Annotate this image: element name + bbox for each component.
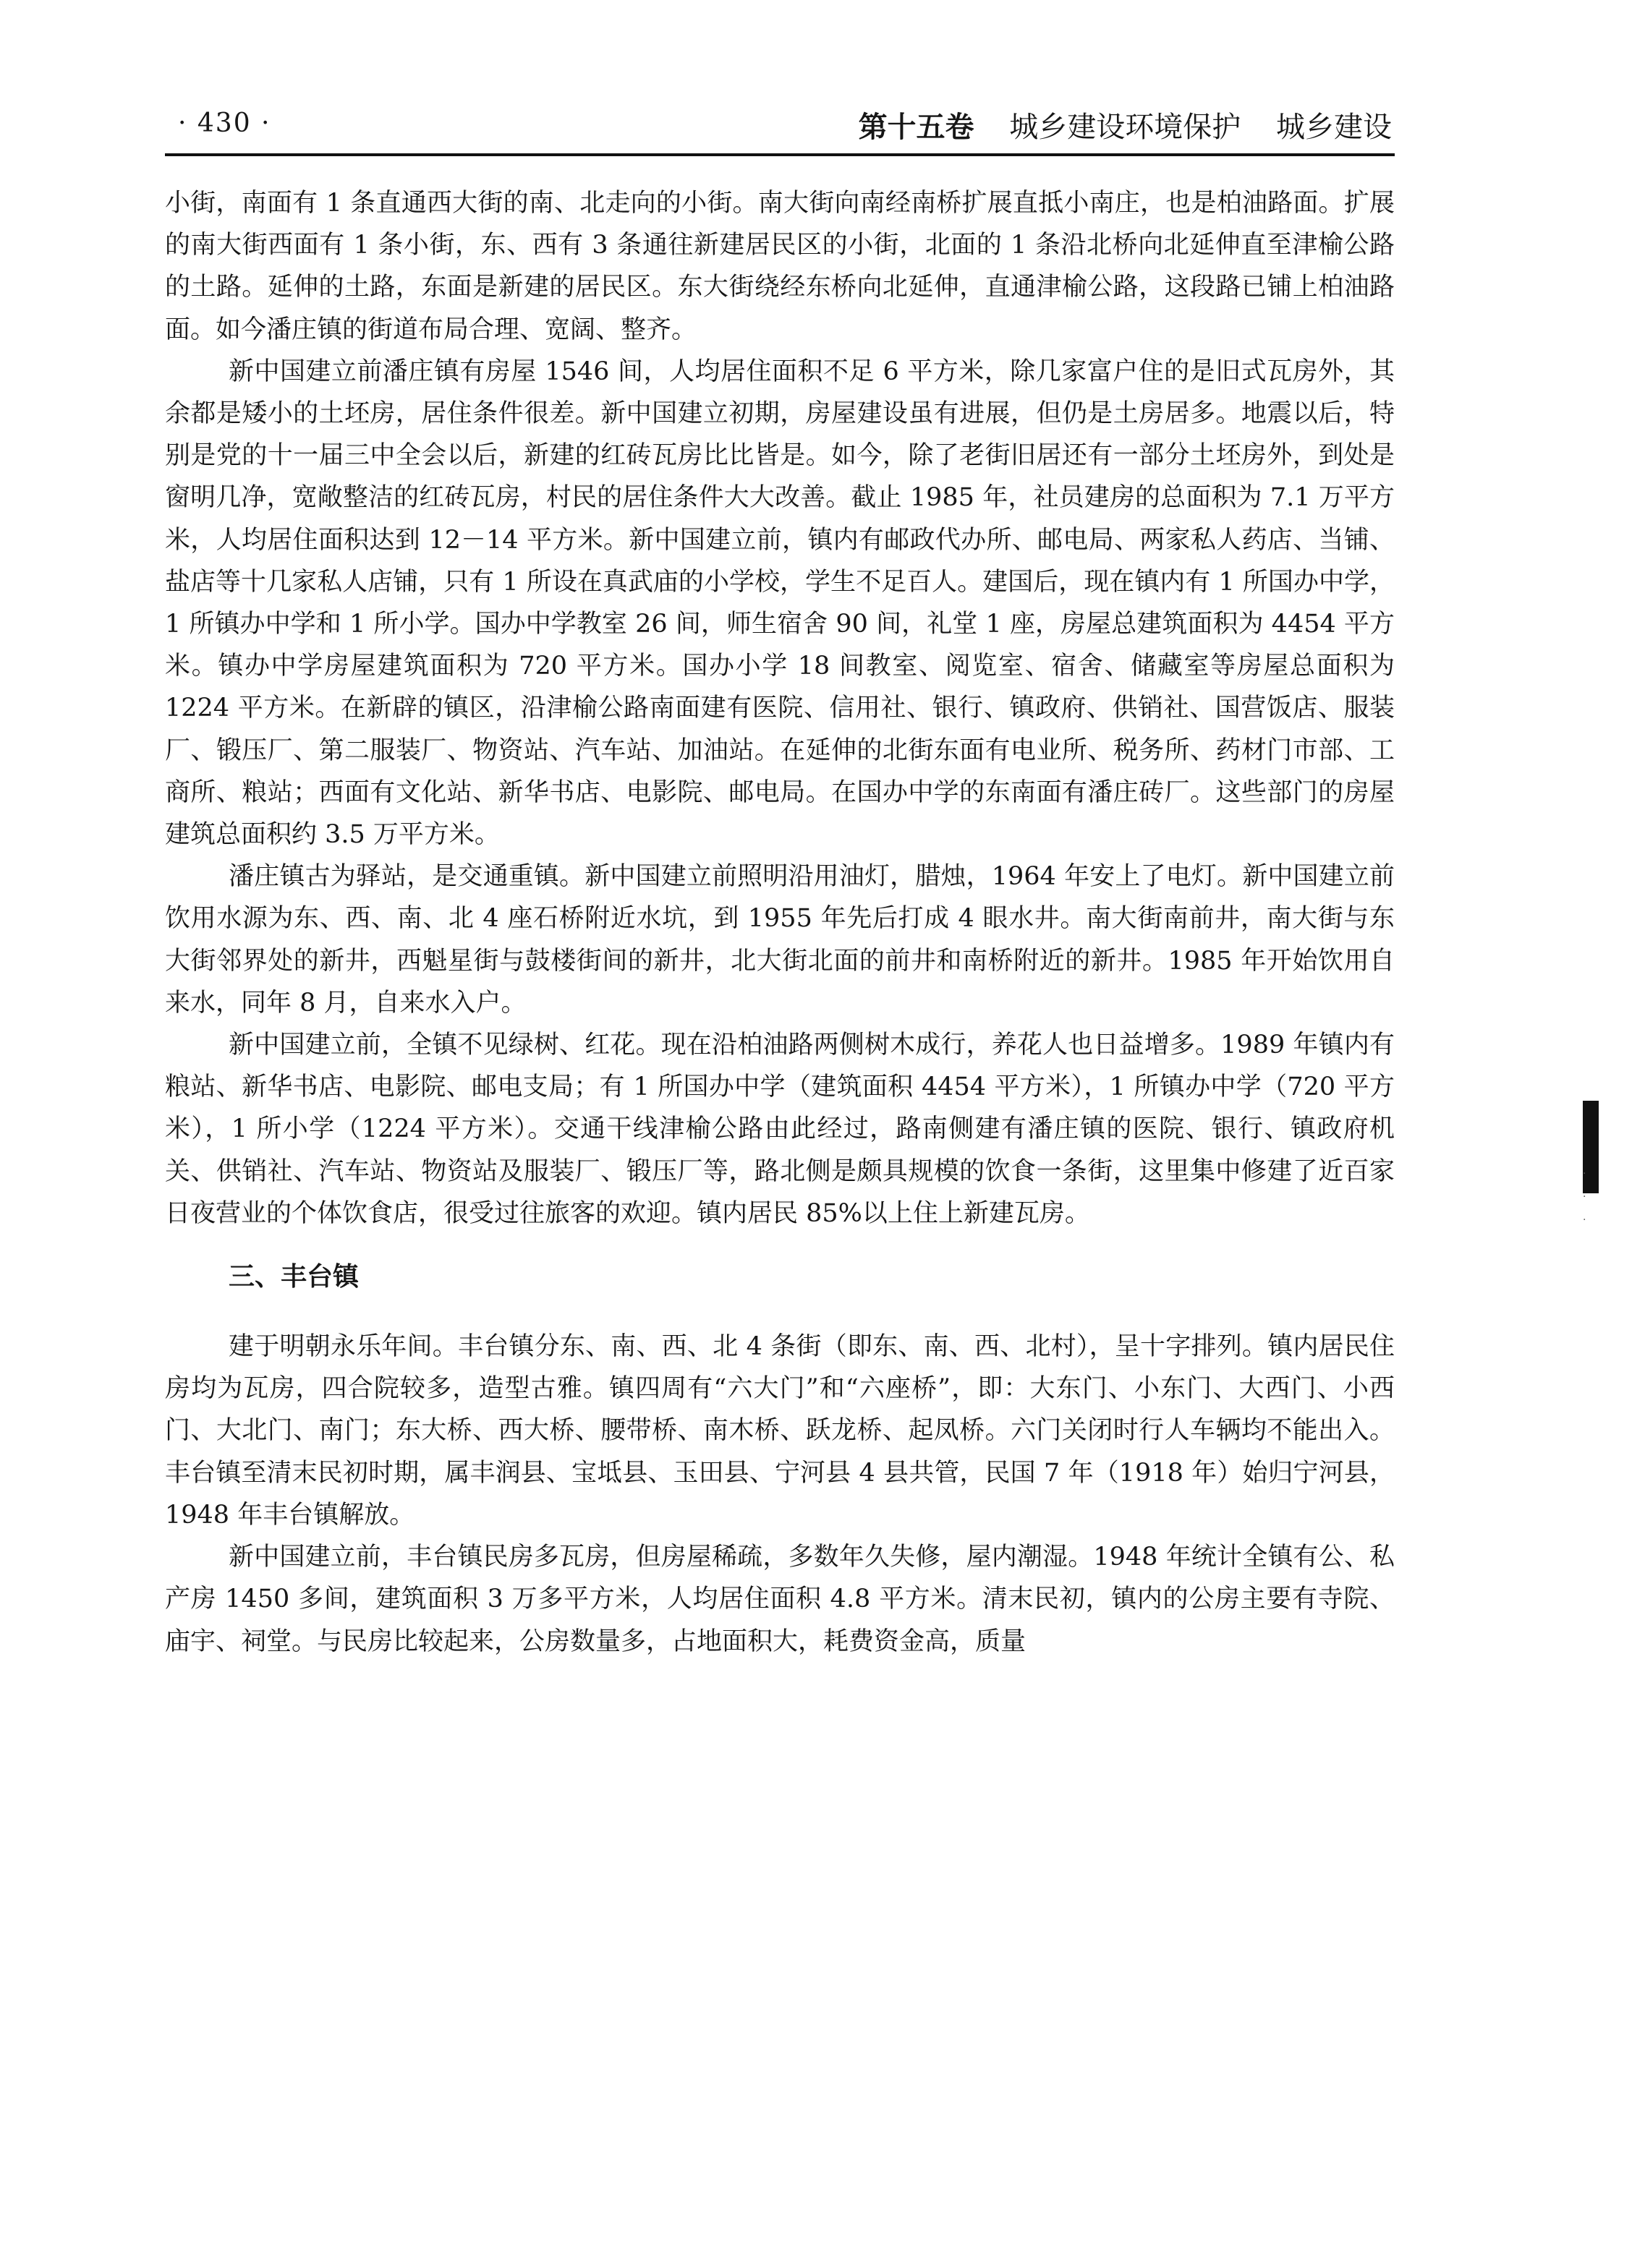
- paragraph: 新中国建立前，全镇不见绿树、红花。现在沿柏油路两侧树木成行，养花人也日益增多。1989 年镇内有粮站、新华书店、电影院、邮电支局；有 1 所国办中学（建筑面积 4454 平方米），1 所镇办中学（720 平方米），1 所小学（1224 平方米）。交通干线津榆公路由此经过，路南侧建有潘庄镇的医院、银行、镇政府机关、供销社、汽车站、物资站及服装厂、锻压厂等，路北侧是颇具规模的饮食一条街，这里集中修建了近百家日夜营业的个体饮食店，很受过往旅客的欢迎。镇内居民 85%以上住上新建瓦房。: [165, 1031, 1395, 1228]
- paragraph: 建于明朝永乐年间。丰台镇分东、南、西、北 4 条街（即东、南、西、北村），呈十字排列。镇内居民住房均为瓦房，四合院较多，造型古雅。镇四周有“六大门”和“六座桥”，即：大东门、小东门、大西门、小西门、大北门、南门；东大桥、西大桥、腰带桥、南木桥、跃龙桥、起凤桥。六门关闭时行人车辆均不能出入。丰台镇至清末民初时期，属丰润县、宝坻县、玉田县、宁河县 4 县共管，民国 7 年（1918 年）始归宁河县，1948 年丰台镇解放。: [165, 1332, 1395, 1530]
- section-label: 城乡建设环境保护: [1009, 111, 1241, 144]
- paragraph: 小街，南面有 1 条直通西大街的南、北走向的小街。南大街向南经南桥扩展直抵小南庄，也是柏油路面。扩展的南大街西面有 1 条小街，东、西有 3 条通往新建居民区的小街，北面的 1 条沿北桥向北延伸直至津榆公路的土路。延伸的土路，东面是新建的居民区。东大街绕经东桥向北延伸，直通津榆公路，这段路已铺上柏油路面。如今潘庄镇的街道布局合理、宽阔、整齐。: [165, 189, 1395, 344]
- header-rule: [165, 153, 1395, 156]
- body-text: [165, 182, 1395, 1663]
- chapter-label: 城乡建设: [1276, 111, 1392, 144]
- header-title: [859, 104, 1392, 145]
- section-heading: 三、丰台镇: [229, 1262, 360, 1292]
- running-header: [165, 100, 1392, 146]
- page-number: · 430 ·: [178, 108, 271, 138]
- paragraph: 潘庄镇古为驿站，是交通重镇。新中国建立前照明沿用油灯，腊烛，1964 年安上了电灯。新中国建立前饮用水源为东、西、南、北 4 座石桥附近水坑，到 1955 年先后打成 4 眼水井。南大街南前井，南大街与东大街邻界处的新井，西魁星街与鼓楼街间的新井，北大街北面的前井和南桥附近的新井。1985 年开始饮用自来水，同年 8 月，自来水入户。: [165, 862, 1395, 1018]
- paragraph: 新中国建立前潘庄镇有房屋 1546 间，人均居住面积不足 6 平方米，除几家富户住的是旧式瓦房外，其余都是矮小的土坯房，居住条件很差。新中国建立初期，房屋建设虽有进展，但仍是土房居多。地震以后，特别是党的十一届三中全会以后，新建的红砖瓦房比比皆是。如今，除了老街旧居还有一部分土坯房外，到处是窗明几净，宽敞整洁的红砖瓦房，村民的居住条件大大改善。截止 1985 年，社员建房的总面积为 7.1 万平方米，人均居住面积达到 12－14 平方米。新中国建立前，镇内有邮政代办所、邮电局、两家私人药店、当铺、盐店等十几家私人店铺，只有 1 所设在真武庙的小学校，学生不足百人。建国后，现在镇内有 1 所国办中学，1 所镇办中学和 1 所小学。国办中学教室 26 间，师生宿舍 90 间，礼堂 1 座，房屋总建筑面积为 4454 平方米。镇办中学房屋建筑面积为 720 平方米。国办小学 18 间教室、阅览室、宿舍、储藏室等房屋总面积为 1224 平方米。在新辟的镇区，沿津榆公路南面建有医院、信用社、银行、镇政府、供销社、国营饭店、服装厂、锻压厂、第二服装厂、物资站、汽车站、加油站。在延伸的北街东面有电业所、税务所、药材门市部、工商所、粮站；西面有文化站、新华书店、电影院、邮电局。在国办中学的东南面有潘庄砖厂。这些部门的房屋建筑总面积约 3.5 万平方米。: [165, 357, 1395, 850]
- margin-scan-dots: · · ·: [1583, 1168, 1586, 1226]
- volume-label: 第十五卷: [858, 111, 974, 144]
- paragraph: 新中国建立前，丰台镇民房多瓦房，但房屋稀疏，多数年久失修，屋内潮湿。1948 年统计全镇有公、私产房 1450 多间，建筑面积 3 万多平方米，人均居住面积 4.8 平方米。清末民初，镇内的公房主要有寺院、庙宇、祠堂。与民房比较起来，公房数量多，占地面积大，耗费资金高，质量: [165, 1543, 1395, 1656]
